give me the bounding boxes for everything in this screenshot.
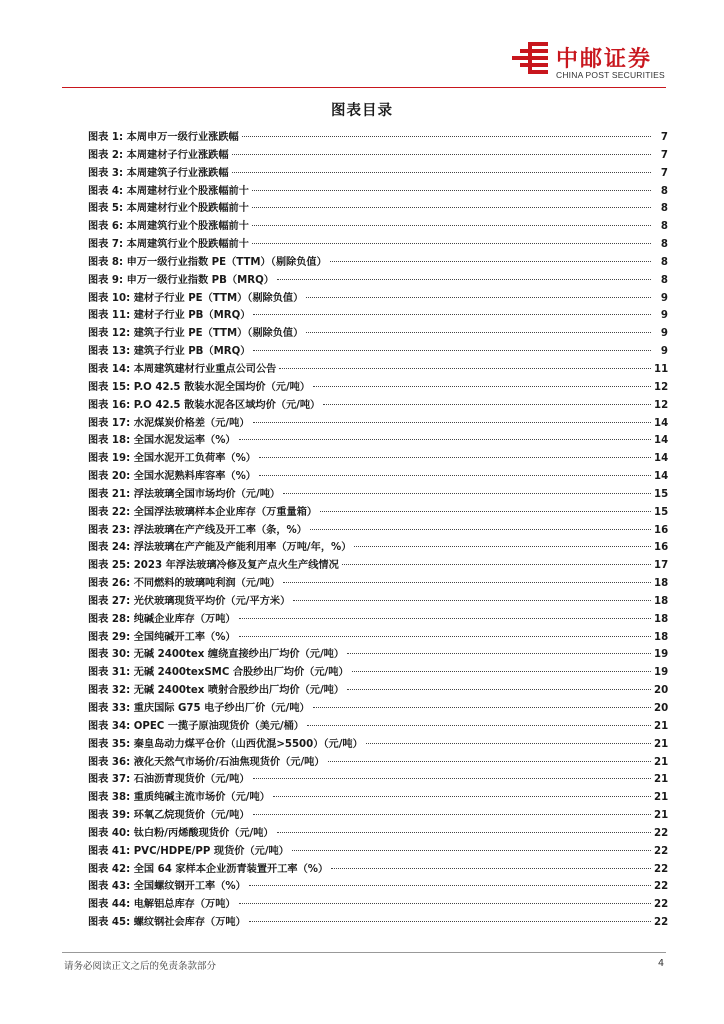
toc-entry-label[interactable]: 图表 6: 本周建筑行业个股涨幅前十 [88, 221, 249, 233]
toc-entry-page[interactable]: 16 [654, 524, 668, 536]
toc-entry-page[interactable]: 8 [660, 239, 668, 251]
toc-entry-label[interactable]: 图表 19: 全国水泥开工负荷率（%） [88, 453, 256, 465]
toc-entry-label[interactable]: 图表 15: P.O 42.5 散装水泥全国均价（元/吨） [88, 381, 311, 393]
toc-entry-page[interactable]: 18 [654, 631, 668, 643]
toc-leader-dots [252, 225, 651, 226]
toc-entry-page[interactable]: 22 [654, 881, 668, 893]
toc-entry[interactable] [88, 877, 668, 895]
toc-leader-dots [330, 261, 651, 262]
toc-entry-label[interactable]: 图表 43: 全国螺纹钢开工率（%） [88, 881, 246, 893]
toc-entry-page[interactable]: 7 [660, 149, 668, 161]
toc-entry-page[interactable]: 20 [654, 685, 668, 697]
toc-entry-page[interactable]: 15 [654, 506, 668, 518]
toc-leader-dots [249, 885, 651, 886]
footer-disclaimer: 请务必阅读正文之后的免责条款部分 [64, 961, 217, 972]
toc-entry-label[interactable]: 图表 31: 无碱 2400texSMC 合股纱出厂均价（元/吨） [88, 667, 349, 679]
toc-entry-page[interactable]: 9 [660, 310, 668, 322]
toc-leader-dots [259, 457, 651, 458]
toc-entry-label[interactable]: 图表 28: 纯碱企业库存（万吨） [88, 613, 236, 625]
toc-entry-page[interactable]: 17 [654, 560, 668, 572]
toc-entry-label[interactable]: 图表 44: 电解铝总库存（万吨） [88, 899, 236, 911]
toc-entry[interactable] [88, 913, 668, 931]
toc-leader-dots [277, 832, 651, 833]
toc-entry-label[interactable]: 图表 27: 光伏玻璃现货平均价（元/平方米） [88, 595, 291, 607]
toc-entry-page[interactable]: 14 [654, 435, 668, 447]
toc-leader-dots [306, 297, 651, 298]
toc-entry-page[interactable]: 14 [654, 453, 668, 465]
toc-entry-page[interactable]: 16 [654, 542, 668, 554]
toc-entry-page[interactable]: 22 [654, 917, 668, 929]
toc-entry-label[interactable]: 图表 41: PVC/HDPE/PP 现货价（元/吨） [88, 845, 289, 857]
toc-entry[interactable] [88, 717, 668, 735]
toc-leader-dots [366, 743, 651, 744]
toc-leader-dots [239, 439, 651, 440]
toc-entry[interactable] [88, 824, 668, 842]
toc-entry-label[interactable]: 图表 37: 石油沥青现货价（元/吨） [88, 774, 250, 786]
toc-entry[interactable] [88, 663, 668, 681]
toc-entry[interactable] [88, 592, 668, 610]
toc-entry-page[interactable]: 15 [654, 488, 668, 500]
toc-entry[interactable] [88, 681, 668, 699]
toc-entry[interactable] [88, 574, 668, 592]
toc-leader-dots [347, 653, 651, 654]
toc-entry-page[interactable]: 7 [660, 132, 668, 143]
toc-leader-dots [279, 368, 651, 369]
toc-entry[interactable] [88, 895, 668, 913]
toc-leader-dots [354, 546, 651, 547]
header-divider [62, 87, 666, 88]
toc-entry[interactable] [88, 806, 668, 824]
toc-entry-page[interactable]: 9 [660, 292, 668, 304]
toc-entry[interactable] [88, 788, 668, 806]
toc-entry[interactable] [88, 271, 668, 289]
toc-entry-label[interactable]: 图表 22: 全国浮法玻璃样本企业库存（万重量箱） [88, 506, 318, 518]
toc-leader-dots [259, 475, 651, 476]
toc-leader-dots [239, 636, 651, 637]
toc-leader-dots [293, 600, 651, 601]
toc-entry[interactable] [88, 770, 668, 788]
toc-entry[interactable] [88, 378, 668, 396]
toc-leader-dots [253, 314, 651, 315]
toc-entry[interactable] [88, 503, 668, 521]
toc-entry-label[interactable]: 图表 14: 本周建筑建材行业重点公司公告 [88, 363, 277, 375]
toc-entry-page[interactable]: 11 [654, 363, 668, 375]
toc-leader-dots [313, 386, 651, 387]
toc-leader-dots [292, 850, 651, 851]
toc-entry[interactable] [88, 431, 668, 449]
toc-entry-label[interactable]: 图表 25: 2023 年浮法玻璃冷修及复产点火生产线情况 [88, 560, 339, 572]
toc-leader-dots [342, 564, 651, 565]
toc-entry[interactable] [88, 538, 668, 556]
toc-entry-label[interactable]: 图表 30: 无碱 2400tex 缠绕直接纱出厂均价（元/吨） [88, 649, 345, 661]
toc-entry[interactable] [88, 324, 668, 342]
toc-entry-label[interactable]: 图表 9: 申万一级行业指数 PB（MRQ） [88, 274, 274, 286]
brand-name-en: CHINA POST SECURITIES [556, 70, 665, 80]
toc-entry-page[interactable]: 18 [654, 595, 668, 607]
toc-leader-dots [252, 207, 651, 208]
toc-entry[interactable] [88, 610, 668, 628]
toc-entry[interactable] [88, 521, 668, 539]
toc-entry[interactable] [88, 449, 668, 467]
toc-entry-page[interactable]: 14 [654, 417, 668, 429]
toc-entry[interactable] [88, 199, 668, 217]
toc-entry-label[interactable]: 图表 24: 浮法玻璃在产产能及产能利用率（万吨/年，%） [88, 542, 352, 554]
toc-entry-label[interactable]: 图表 33: 重庆国际 G75 电子纱出厂价（元/吨） [88, 703, 310, 714]
toc-entry-label[interactable]: 图表 4: 本周建材行业个股涨幅前十 [88, 185, 249, 197]
toc-entry[interactable] [88, 485, 668, 503]
toc-entry[interactable] [88, 556, 668, 574]
figure-list [88, 128, 668, 931]
toc-entry[interactable] [88, 306, 668, 324]
toc-entry-page[interactable]: 21 [654, 810, 668, 822]
toc-entry-page[interactable]: 21 [654, 756, 668, 768]
toc-leader-dots [310, 529, 651, 530]
toc-entry-page[interactable]: 12 [654, 399, 668, 411]
page-number: 4 [657, 958, 664, 969]
toc-entry-page[interactable]: 22 [654, 845, 668, 857]
toc-entry[interactable] [88, 217, 668, 235]
toc-entry-label[interactable]: 图表 7: 本周建筑行业个股跌幅前十 [88, 239, 249, 251]
toc-entry-label[interactable]: 图表 38: 重质纯碱主流市场价（元/吨） [88, 792, 270, 804]
china-post-logo-icon [510, 40, 550, 80]
toc-entry[interactable] [88, 253, 668, 271]
toc-entry-page[interactable]: 9 [660, 346, 668, 358]
toc-entry[interactable] [88, 164, 668, 182]
brand-logo [510, 40, 680, 84]
toc-entry-page[interactable]: 8 [660, 203, 668, 215]
toc-entry[interactable] [88, 360, 668, 378]
toc-leader-dots [232, 172, 651, 173]
toc-entry[interactable] [88, 467, 668, 485]
toc-entry-label[interactable]: 图表 10: 建材子行业 PE（TTM）（剔除负值） [88, 292, 304, 304]
toc-leader-dots [277, 279, 651, 280]
toc-entry[interactable] [88, 342, 668, 360]
toc-entry-label[interactable]: 图表 40: 钛白粉/丙烯酸现货价（元/吨） [88, 827, 274, 839]
toc-leader-dots [242, 136, 651, 137]
toc-entry[interactable] [88, 182, 668, 200]
toc-entry[interactable] [88, 860, 668, 878]
toc-entry[interactable] [88, 645, 668, 663]
toc-entry-page[interactable]: 22 [654, 863, 668, 875]
toc-entry-page[interactable]: 7 [660, 167, 668, 179]
toc-entry-page[interactable]: 12 [654, 381, 668, 393]
toc-entry-page[interactable]: 20 [654, 703, 668, 714]
toc-leader-dots [239, 618, 651, 619]
toc-leader-dots [283, 493, 651, 494]
toc-leader-dots [253, 422, 651, 423]
toc-entry-label[interactable]: 图表 36: 液化天然气市场价/石油焦现货价（元/吨） [88, 756, 325, 768]
toc-entry-page[interactable]: 21 [654, 774, 668, 786]
toc-entry-label[interactable]: 图表 29: 全国纯碱开工率（%） [88, 631, 236, 643]
toc-leader-dots [252, 243, 651, 244]
toc-leader-dots [253, 350, 651, 351]
toc-entry-page[interactable]: 22 [654, 827, 668, 839]
toc-entry-page[interactable]: 8 [660, 221, 668, 233]
toc-entry-page[interactable]: 19 [654, 649, 668, 661]
toc-leader-dots [347, 689, 651, 690]
toc-leader-dots [253, 814, 651, 815]
toc-entry-label[interactable]: 图表 12: 建筑子行业 PE（TTM）（剔除负值） [88, 328, 304, 340]
toc-entry-label[interactable]: 图表 34: OPEC 一揽子原油现货价（美元/桶） [88, 720, 304, 732]
toc-leader-dots [331, 868, 651, 869]
toc-leader-dots [313, 707, 651, 708]
toc-entry-label[interactable]: 图表 23: 浮法玻璃在产产线及开工率（条，%） [88, 524, 307, 536]
toc-entry-page[interactable]: 19 [654, 667, 668, 679]
toc-entry-label[interactable]: 图表 13: 建筑子行业 PB（MRQ） [88, 346, 251, 358]
toc-entry-label[interactable]: 图表 32: 无碱 2400tex 喷射合股纱出厂均价（元/吨） [88, 685, 345, 697]
toc-leader-dots [232, 154, 651, 155]
toc-entry-page[interactable]: 8 [660, 256, 668, 268]
toc-entry-label[interactable]: 图表 17: 水泥煤炭价格差（元/吨） [88, 417, 250, 429]
toc-entry-page[interactable]: 18 [654, 578, 668, 590]
toc-leader-dots [352, 671, 651, 672]
toc-entry[interactable] [88, 414, 668, 432]
toc-entry-label[interactable]: 图表 5: 本周建材行业个股跌幅前十 [88, 203, 249, 215]
toc-leader-dots [273, 796, 651, 797]
toc-leader-dots [323, 404, 651, 405]
toc-leader-dots [307, 725, 651, 726]
toc-leader-dots [252, 190, 651, 191]
toc-entry[interactable] [88, 842, 668, 860]
toc-entry-label[interactable]: 图表 21: 浮法玻璃全国市场均价（元/吨） [88, 488, 281, 500]
toc-entry-label[interactable]: 图表 20: 全国水泥熟料库容率（%） [88, 471, 256, 483]
brand-name-cn: 中邮证券 [556, 47, 653, 72]
toc-entry[interactable] [88, 146, 668, 164]
footer-divider [62, 952, 666, 953]
toc-entry-label[interactable]: 图表 2: 本周建材子行业涨跌幅 [88, 149, 229, 161]
toc-entry-label[interactable]: 图表 11: 建材子行业 PB（MRQ） [88, 310, 251, 322]
toc-leader-dots [253, 778, 651, 779]
toc-entry-page[interactable]: 8 [660, 274, 668, 286]
page-title: 图表目录 [331, 103, 393, 119]
toc-entry[interactable] [88, 128, 668, 146]
toc-entry-page[interactable]: 18 [654, 613, 668, 625]
toc-entry[interactable] [88, 735, 668, 753]
toc-entry[interactable] [88, 396, 668, 414]
toc-entry-label[interactable]: 图表 18: 全国水泥发运率（%） [88, 435, 236, 447]
toc-entry-label[interactable]: 图表 35: 秦皇岛动力煤平仓价（山西优混>5500）（元/吨） [88, 738, 363, 750]
toc-entry-page[interactable]: 21 [654, 720, 668, 732]
toc-leader-dots [249, 921, 651, 922]
toc-entry-page[interactable]: 9 [660, 328, 668, 340]
toc-entry-page[interactable]: 21 [654, 738, 668, 750]
toc-entry-label[interactable]: 图表 3: 本周建筑子行业涨跌幅 [88, 167, 229, 179]
toc-entry-page[interactable]: 22 [654, 899, 668, 911]
toc-entry-label[interactable]: 图表 8: 申万一级行业指数 PE（TTM）（剔除负值） [88, 256, 327, 268]
toc-entry-label[interactable]: 图表 42: 全国 64 家样本企业沥青装置开工率（%） [88, 863, 329, 875]
toc-entry-page[interactable]: 8 [660, 185, 668, 197]
toc-leader-dots [320, 511, 651, 512]
toc-entry[interactable] [88, 628, 668, 646]
toc-leader-dots [283, 582, 651, 583]
toc-leader-dots [328, 761, 651, 762]
toc-entry[interactable] [88, 699, 668, 717]
toc-leader-dots [306, 332, 651, 333]
toc-entry-page[interactable]: 14 [654, 471, 668, 483]
toc-entry[interactable] [88, 289, 668, 307]
toc-entry-page[interactable]: 21 [654, 792, 668, 804]
toc-leader-dots [239, 903, 651, 904]
toc-entry-label[interactable]: 图表 16: P.O 42.5 散装水泥各区域均价（元/吨） [88, 399, 321, 411]
toc-entry-label[interactable]: 图表 1: 本周申万一级行业涨跌幅 [88, 132, 239, 143]
toc-entry[interactable] [88, 235, 668, 253]
toc-entry-label[interactable]: 图表 39: 环氧乙烷现货价（元/吨） [88, 810, 250, 822]
toc-entry-label[interactable]: 图表 45: 螺纹钢社会库存（万吨） [88, 917, 246, 929]
toc-entry[interactable] [88, 753, 668, 771]
toc-entry-label[interactable]: 图表 26: 不同燃料的玻璃吨利润（元/吨） [88, 578, 281, 590]
